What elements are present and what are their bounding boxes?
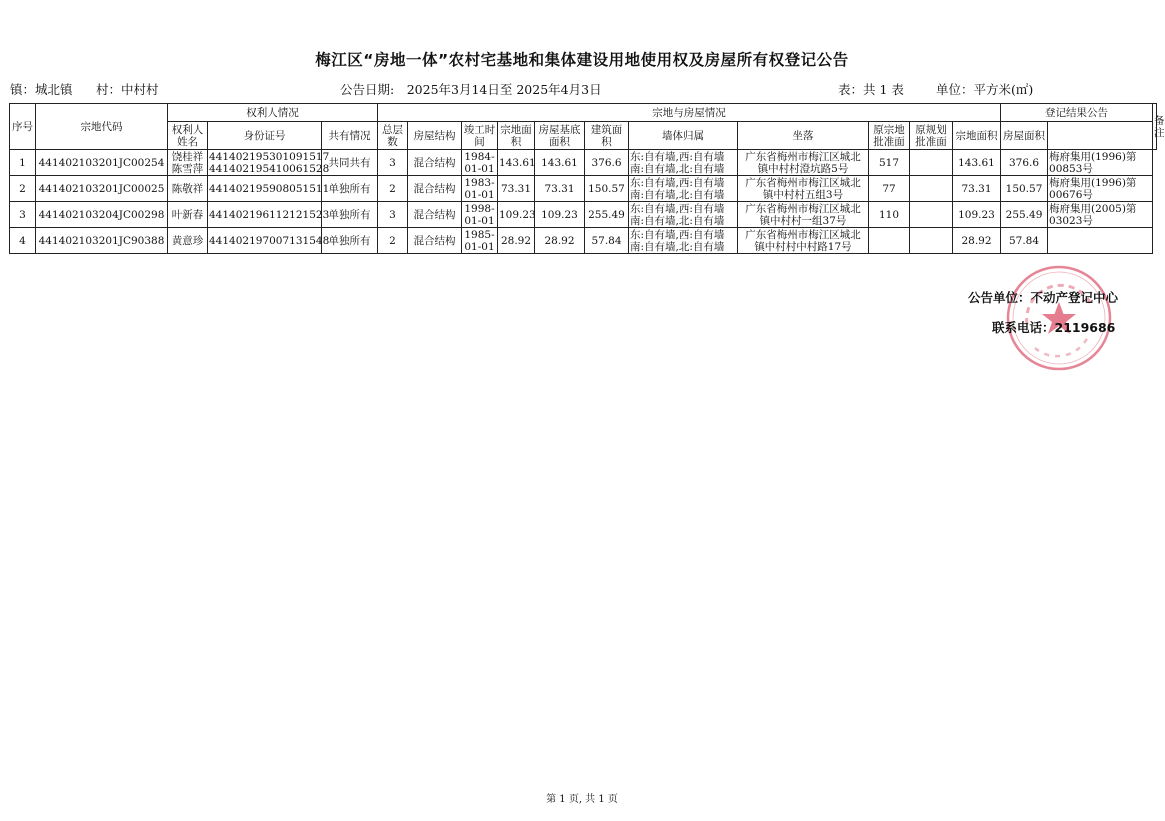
registration-table <box>9 103 1165 254</box>
cell-location: 广东省梅州市梅江区城北 镇中村村澄坑路5号 <box>738 150 869 176</box>
cell-completion: 1984- 01-01 <box>462 150 498 176</box>
cell-structure: 混合结构 <box>408 176 462 202</box>
cell-wall: 东:自有墙,西:自有墙 南:自有墙,北:自有墙 <box>629 150 738 176</box>
cell-wall: 东:自有墙,西:自有墙 南:自有墙,北:自有墙 <box>629 228 738 254</box>
header-orig-plan: 原规划批准面 <box>910 122 953 150</box>
cell-base-area: 109.23 <box>535 202 585 228</box>
cell-completion: 1998- 01-01 <box>462 202 498 228</box>
header-orig-land: 原宗地批准面 <box>869 122 910 150</box>
cell-location: 广东省梅州市梅江区城北 镇中村村中村路17号 <box>738 228 869 254</box>
announce-date: 公告日期: 2025年3月14日至 2025年4月3日 <box>340 82 602 97</box>
header-seq: 序号 <box>10 104 36 150</box>
cell-ownership: 单独所有 <box>322 202 378 228</box>
cell-id-no: 441402197007131548 <box>208 228 322 254</box>
cell-base-area: 143.61 <box>535 150 585 176</box>
cell-ownership: 单独所有 <box>322 176 378 202</box>
header-structure: 房屋结构 <box>408 122 462 150</box>
table-row <box>10 176 1157 202</box>
cell-orig-plan <box>910 150 953 176</box>
cell-floors: 3 <box>378 150 408 176</box>
table-row <box>10 228 1157 254</box>
table-count: 表：共 1 表 <box>838 82 904 97</box>
cell-structure: 混合结构 <box>408 150 462 176</box>
header-ownership: 共有情况 <box>322 122 378 150</box>
cell-orig-land: 517 <box>869 150 910 176</box>
cell-orig-plan <box>910 228 953 254</box>
cell-base-area: 28.92 <box>535 228 585 254</box>
cell-res-land: 28.92 <box>953 228 1001 254</box>
header-parcel-code: 宗地代码 <box>36 104 168 150</box>
cell-orig-land: 77 <box>869 176 910 202</box>
cell-build-area: 255.49 <box>585 202 629 228</box>
table-row <box>10 150 1157 176</box>
cell-location: 广东省梅州市梅江区城北 镇中村村一组37号 <box>738 202 869 228</box>
cell-build-area: 150.57 <box>585 176 629 202</box>
cell-location: 广东省梅州市梅江区城北 镇中村村五组3号 <box>738 176 869 202</box>
cell-base-area: 73.31 <box>535 176 585 202</box>
header-location: 坐落 <box>738 122 869 150</box>
header-id-no: 身份证号 <box>208 122 322 150</box>
header-floors: 总层数 <box>378 122 408 150</box>
cell-land-area: 109.23 <box>498 202 535 228</box>
cell-name: 黄意珍 <box>168 228 208 254</box>
table-row <box>10 202 1157 228</box>
header-wall: 墙体归属 <box>629 122 738 150</box>
cell-id-no: 441402195908051511 <box>208 176 322 202</box>
header-rights-group: 权利人情况 <box>168 104 378 122</box>
header-land-group: 宗地与房屋情况 <box>378 104 1001 122</box>
header-res-land: 宗地面积 <box>953 122 1001 150</box>
cell-ownership: 共同共有 <box>322 150 378 176</box>
header-result-group: 登记结果公告 <box>1001 104 1153 122</box>
header-name: 权利人姓名 <box>168 122 208 150</box>
cell-res-house: 255.49 <box>1001 202 1048 228</box>
cell-id-no: 441402196112121523 <box>208 202 322 228</box>
cell-ownership: 单独所有 <box>322 228 378 254</box>
cell-parcel-code: 441402103201JC00254 <box>36 150 168 176</box>
cell-structure: 混合结构 <box>408 228 462 254</box>
cell-seq: 1 <box>10 150 36 176</box>
cell-completion: 1985- 01-01 <box>462 228 498 254</box>
cell-remark: 梅府集用(1996)第 00676号 <box>1048 176 1153 202</box>
cell-res-land: 109.23 <box>953 202 1001 228</box>
header-build-area: 建筑面积 <box>585 122 629 150</box>
cell-land-area: 143.61 <box>498 150 535 176</box>
cell-floors: 3 <box>378 202 408 228</box>
cell-build-area: 376.6 <box>585 150 629 176</box>
cell-seq: 4 <box>10 228 36 254</box>
cell-parcel-code: 441402103201JC90388 <box>36 228 168 254</box>
cell-wall: 东:自有墙,西:自有墙 南:自有墙,北:自有墙 <box>629 176 738 202</box>
cell-completion: 1983- 01-01 <box>462 176 498 202</box>
cell-id-no: 441402195301091517 441402195410061528 <box>209 150 330 175</box>
contact-phone: 联系电话：2119686 <box>992 320 1116 335</box>
town-label: 镇：城北镇 <box>10 82 73 97</box>
cell-orig-land <box>869 228 910 254</box>
cell-res-land: 73.31 <box>953 176 1001 202</box>
cell-orig-plan <box>910 176 953 202</box>
cell-build-area: 57.84 <box>585 228 629 254</box>
cell-remark: 梅府集用(1996)第 00853号 <box>1048 150 1153 176</box>
cell-res-house: 57.84 <box>1001 228 1048 254</box>
cell-parcel-code: 441402103204JC00298 <box>36 202 168 228</box>
header-completion: 竣工时间 <box>462 122 498 150</box>
cell-parcel-code: 441402103201JC00025 <box>36 176 168 202</box>
cell-res-house: 376.6 <box>1001 150 1048 176</box>
cell-land-area: 73.31 <box>498 176 535 202</box>
cell-floors: 2 <box>378 228 408 254</box>
cell-res-land: 143.61 <box>953 150 1001 176</box>
cell-seq: 3 <box>10 202 36 228</box>
cell-remark: 梅府集用(2005)第 03023号 <box>1048 202 1153 228</box>
cell-floors: 2 <box>378 176 408 202</box>
header-base-area: 房屋基底面积 <box>535 122 585 150</box>
cell-orig-plan <box>910 202 953 228</box>
cell-orig-land: 110 <box>869 202 910 228</box>
header-res-house: 房屋面积 <box>1001 122 1048 150</box>
cell-remark <box>1048 228 1153 254</box>
page-footer: 第 1 页, 共 1 页 <box>546 794 618 805</box>
cell-structure: 混合结构 <box>408 202 462 228</box>
header-remark: 备注 <box>1153 104 1157 150</box>
page-title: 梅江区“房地一体”农村宅基地和集体建设用地使用权及房屋所有权登记公告 <box>315 51 849 69</box>
cell-name: 叶新春 <box>168 202 208 228</box>
cell-name: 陈敬祥 <box>168 176 208 202</box>
cell-seq: 2 <box>10 176 36 202</box>
cell-land-area: 28.92 <box>498 228 535 254</box>
cell-wall: 东:自有墙,西:自有墙 南:自有墙,北:自有墙 <box>629 202 738 228</box>
cell-res-house: 150.57 <box>1001 176 1048 202</box>
announce-unit: 公告单位：不动产登记中心 <box>968 290 1119 305</box>
unit-label: 单位：平方米(㎡) <box>936 82 1034 97</box>
table-body <box>10 150 1157 254</box>
cell-name: 饶桂祥 陈雪萍 <box>168 150 208 176</box>
village-label: 村：中村村 <box>96 82 159 97</box>
header-land-area: 宗地面积 <box>498 122 535 150</box>
